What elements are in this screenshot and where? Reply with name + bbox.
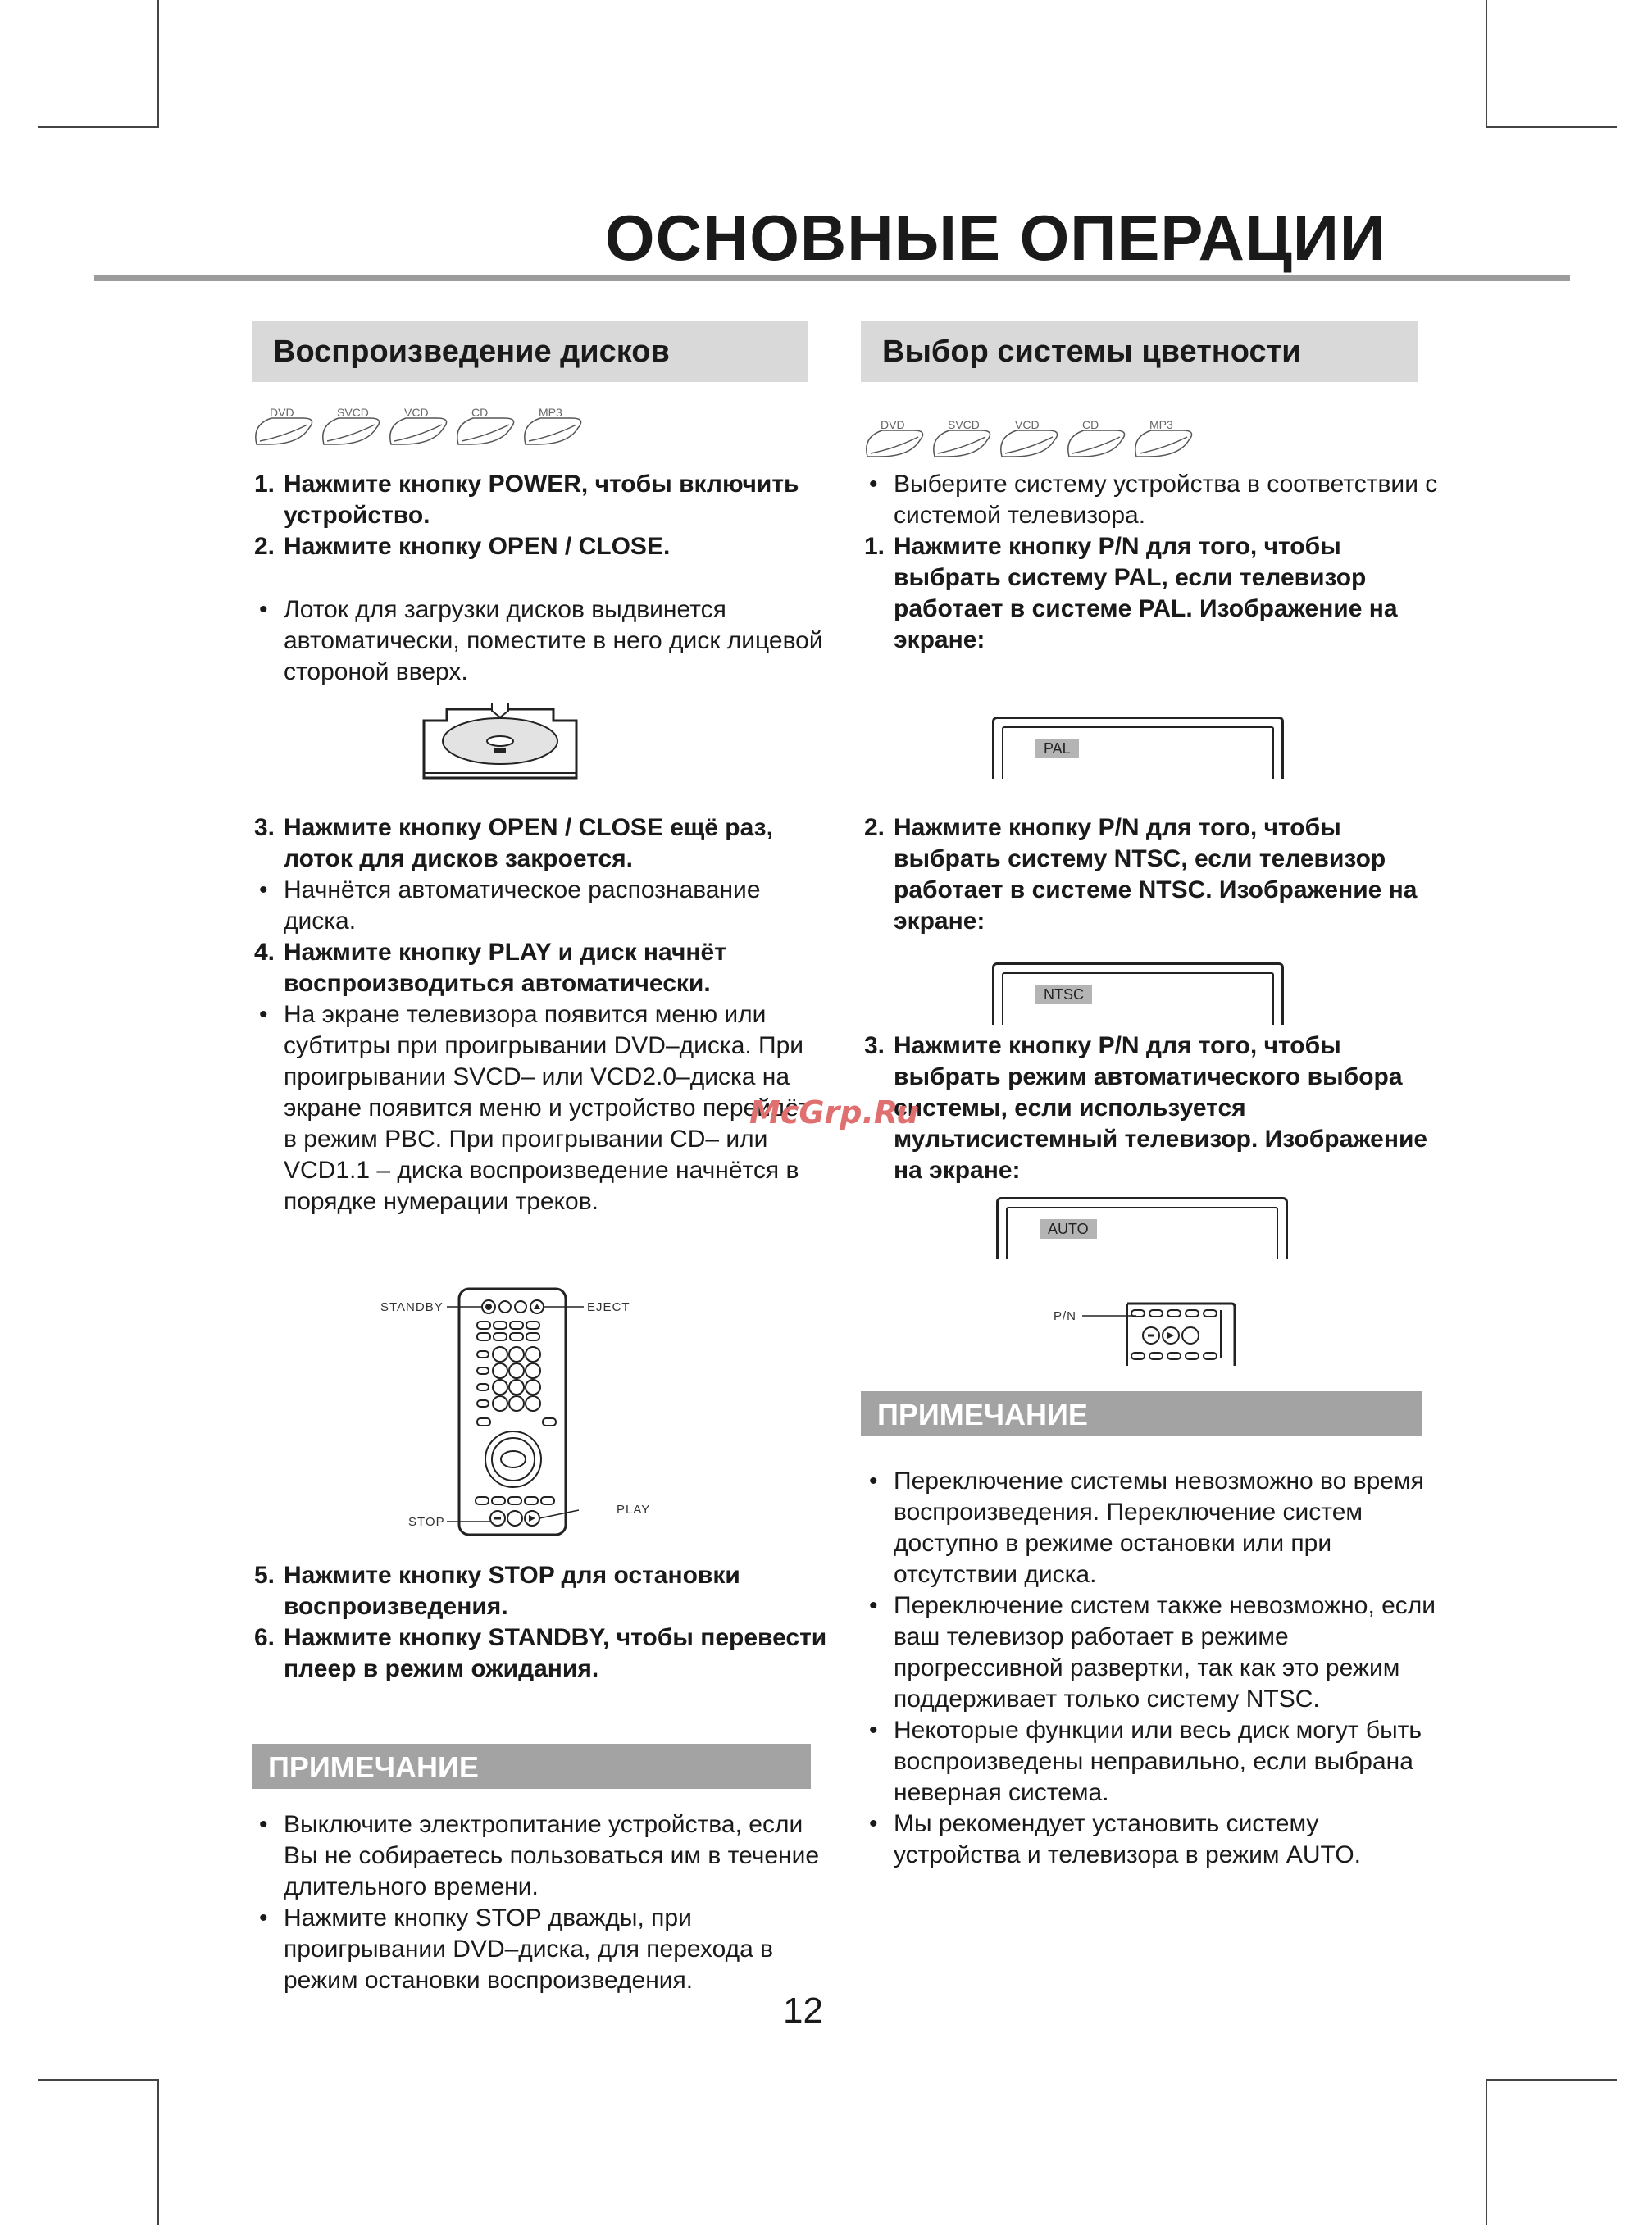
bullet-item bbox=[864, 1715, 1438, 1809]
disc-format-label: CD bbox=[471, 407, 489, 419]
color-steps-3 bbox=[864, 1031, 1438, 1186]
remote-label-standby: STANDBY bbox=[380, 1300, 444, 1314]
step-number: 2. bbox=[864, 814, 885, 841]
disc-format-label: CD bbox=[1082, 419, 1099, 431]
step-number: 5. bbox=[254, 1562, 275, 1589]
watermark: McGrp.Ru bbox=[749, 1094, 919, 1131]
instruction-step bbox=[254, 812, 828, 875]
instruction-step bbox=[254, 937, 828, 999]
item-text: Лоток для загрузки дисков выдвинется автоматически, поместите в него диск лицевой стороной вверх. bbox=[284, 596, 823, 685]
disc-format-mp3-icon bbox=[1135, 419, 1192, 457]
tv-screen-ntsc bbox=[992, 962, 1284, 1025]
bullet-item bbox=[864, 1466, 1438, 1590]
crop-mark bbox=[157, 2079, 159, 2225]
disc-format-label: VCD bbox=[404, 407, 429, 419]
bullet-item bbox=[864, 469, 1438, 531]
item-text: Нажмите кнопку P/N для того, чтобы выбрать систему NTSC, если телевизор работает в системе NTSC. Изображение на экране: bbox=[894, 814, 1418, 935]
item-text: Переключение системы невозможно во время воспроизведения. Переключение систем доступно в режиме остановки или при отсутствии диска. bbox=[894, 1467, 1424, 1588]
disc-format-label: MP3 bbox=[539, 407, 562, 419]
remote-label-play: PLAY bbox=[617, 1503, 651, 1517]
crop-mark bbox=[1486, 2079, 1487, 2225]
step-number: 2. bbox=[254, 533, 275, 560]
crop-mark bbox=[1486, 0, 1487, 127]
remote-label-eject: EJECT bbox=[587, 1300, 630, 1314]
tv-screen-auto bbox=[996, 1197, 1288, 1259]
format-icons bbox=[862, 419, 1240, 462]
remote-label-pn: P/N bbox=[1054, 1309, 1077, 1323]
note-heading-left: ПРИМЕЧАНИЕ bbox=[252, 1744, 811, 1789]
crop-mark bbox=[157, 0, 159, 127]
remote-control-illustration bbox=[377, 1287, 656, 1545]
disc-tray-illustration bbox=[422, 703, 578, 789]
bullet-item bbox=[254, 1903, 828, 1996]
remote-label-stop: STOP bbox=[408, 1515, 445, 1529]
item-text: Нажмите кнопку PLAY и диск начнёт воспроизводиться автоматически. bbox=[284, 939, 726, 997]
bullet-item bbox=[864, 1590, 1438, 1715]
disc-format-label: MP3 bbox=[1149, 419, 1173, 431]
disc-format-label: SVCD bbox=[337, 407, 369, 419]
item-text: Выберите систему устройства в соответствии с системой телевизора. bbox=[894, 471, 1438, 529]
color-steps-2 bbox=[864, 812, 1438, 937]
instruction-step bbox=[254, 469, 828, 531]
osd-label-pal: PAL bbox=[1035, 739, 1079, 758]
crop-mark bbox=[38, 2079, 159, 2081]
step-number: 3. bbox=[864, 1032, 885, 1059]
bullet-item bbox=[254, 999, 828, 1217]
item-text: Начнётся автоматическое распознавание диска. bbox=[284, 876, 761, 935]
item-text: Нажмите кнопку OPEN / CLOSE ещё раз, лоток для дисков закроется. bbox=[284, 814, 773, 872]
step-number: 6. bbox=[254, 1624, 275, 1651]
disc-format-svcd-icon bbox=[934, 419, 990, 457]
steps-1-2 bbox=[254, 469, 828, 562]
instruction-step bbox=[864, 531, 1438, 656]
tv-screen-pal bbox=[992, 717, 1284, 779]
item-text: Нажмите кнопку OPEN / CLOSE. bbox=[284, 533, 671, 560]
item-text: Нажмите кнопку P/N для того, чтобы выбрать режим автоматического выбора системы, если используется мультисистемный телевизор. Изображение на экране: bbox=[894, 1032, 1428, 1184]
disc-format-vcd-icon bbox=[1001, 419, 1058, 457]
disc-format-cd-icon bbox=[457, 407, 514, 444]
note-heading-right: ПРИМЕЧАНИЕ bbox=[861, 1391, 1422, 1436]
instruction-step bbox=[254, 531, 828, 562]
disc-format-cd-icon bbox=[1068, 419, 1125, 457]
item-text: Некоторые функции или весь диск могут быть воспроизведены неправильно, если выбрана неверная система. bbox=[894, 1717, 1422, 1806]
instruction-step bbox=[864, 1031, 1438, 1186]
item-text: Переключение систем также невозможно, если ваш телевизор работает в режиме прогрессивной развертки, так как это режим поддерживает только систему NTSC. bbox=[894, 1592, 1436, 1713]
disc-format-label: DVD bbox=[881, 419, 905, 431]
item-text: Выключите электропитание устройства, если Вы не собираетесь пользоваться им в течение длительного времени. bbox=[284, 1811, 820, 1900]
instruction-step bbox=[864, 812, 1438, 937]
bullet-item bbox=[254, 1809, 828, 1903]
tray-bullet bbox=[254, 594, 828, 688]
step-number: 1. bbox=[254, 471, 275, 498]
page-title: ОСНОВНЫЕ ОПЕРАЦИИ bbox=[604, 202, 1386, 274]
section-heading-color-system: Выбор системы цветности bbox=[861, 321, 1418, 382]
disc-format-label: SVCD bbox=[948, 419, 980, 431]
title-rule bbox=[94, 275, 1570, 281]
remote-pn-illustration bbox=[1049, 1302, 1238, 1372]
notes-left bbox=[254, 1809, 828, 1996]
item-text: На экране телевизора появится меню или субтитры при проигрывании DVD–диска. При проигрывании SVCD– или VCD2.0–диска на экране появится меню и устройство перейдёт в режим PBC. При проигрывании CD– или VCD1.1 – диска воспроизведение начнётся в порядке нумерации треков. bbox=[284, 1001, 810, 1215]
bullet-item bbox=[864, 1809, 1438, 1871]
color-steps-1 bbox=[864, 469, 1438, 656]
step-number: 1. bbox=[864, 533, 885, 560]
disc-format-svcd-icon bbox=[323, 407, 380, 444]
steps-3-4 bbox=[254, 812, 828, 1217]
osd-label-ntsc: NTSC bbox=[1035, 985, 1092, 1004]
crop-mark bbox=[1486, 2079, 1617, 2081]
osd-label-auto: AUTO bbox=[1040, 1219, 1097, 1239]
step-number: 3. bbox=[254, 814, 275, 841]
item-text: Нажмите кнопку STOP для остановки воспроизведения. bbox=[284, 1562, 740, 1620]
format-icons bbox=[252, 407, 629, 449]
bullet-item bbox=[254, 594, 828, 688]
steps-5-6 bbox=[254, 1560, 828, 1685]
disc-format-label: VCD bbox=[1015, 419, 1040, 431]
disc-format-label: DVD bbox=[270, 407, 294, 419]
step-number: 4. bbox=[254, 939, 275, 966]
disc-format-dvd-icon bbox=[256, 407, 312, 444]
crop-mark bbox=[1486, 126, 1617, 128]
item-text: Нажмите кнопку POWER, чтобы включить устройство. bbox=[284, 471, 799, 529]
crop-mark bbox=[38, 126, 159, 128]
item-text: Нажмите кнопку STOP дважды, при проигрывании DVD–диска, для перехода в режим остановки воспроизведения. bbox=[284, 1904, 774, 1994]
page-number: 12 bbox=[783, 1991, 823, 2031]
disc-format-mp3-icon bbox=[525, 407, 581, 444]
disc-format-dvd-icon bbox=[867, 419, 923, 457]
instruction-step bbox=[254, 1560, 828, 1622]
item-text: Мы рекомендует установить систему устройства и телевизора в режим AUTO. bbox=[894, 1810, 1361, 1868]
bullet-item bbox=[254, 875, 828, 937]
disc-format-vcd-icon bbox=[390, 407, 447, 444]
instruction-step bbox=[254, 1622, 828, 1685]
item-text: Нажмите кнопку P/N для того, чтобы выбрать систему PAL, если телевизор работает в системе PAL. Изображение на экране: bbox=[894, 533, 1398, 653]
notes-right bbox=[864, 1466, 1438, 1871]
item-text: Нажмите кнопку STANDBY, чтобы перевести плеер в режим ожидания. bbox=[284, 1624, 827, 1682]
section-heading-disc-playback: Воспроизведение дисков bbox=[252, 321, 808, 382]
